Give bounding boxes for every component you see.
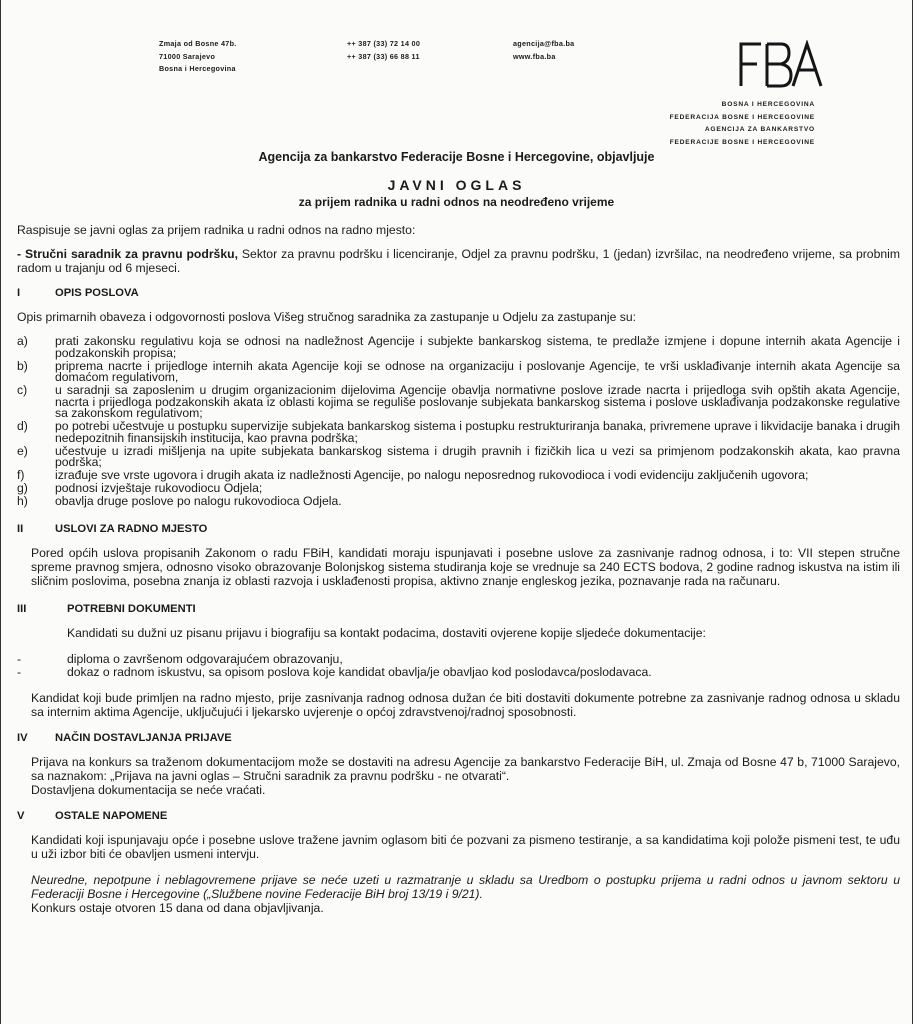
page-subtitle: za prijem radnika u radni odnos na neodređeno vrijeme [298, 195, 615, 209]
item-letter: e) [17, 443, 28, 458]
section-title: OSTALE NAPOMENE [55, 809, 168, 822]
list-item [17, 336, 900, 359]
item-letter: b) [17, 358, 28, 373]
section-lead: Opis primarnih obaveza i odgovornosti poslova Višeg stručnog saradnika za zastupanje u Odjelu za zastupanje su: [17, 310, 636, 324]
section-lead: Kandidati su dužni uz pisanu prijavu i biografiju sa kontakt podacima, dostaviti ovjerene kopije sljedeće dokumentacije: [67, 625, 706, 640]
section-heading-opis [17, 286, 900, 300]
position-paragraph [17, 247, 900, 275]
header-organizations [670, 99, 815, 149]
section-heading-dostava [17, 731, 900, 745]
list-item [17, 653, 900, 666]
list-item [17, 443, 900, 469]
section-note: Kandidat koji bude primljen na radno mjesto, prije zasnivanja radnog odnosa dužan će biti dostaviti dokumente potrebne za zasnivanje radnog odnosa u skladu sa internim aktima Agencije, uključujući i ljekarsko uvjerenje o općoj zdravstvenoj/radnoj sposobnosti. [31, 690, 900, 719]
section-text: Konkurs ostaje otvoren 15 dana od dana objavljivanja. [31, 900, 324, 915]
section-title: POTREBNI DOKUMENTI [67, 602, 196, 615]
list-item [17, 666, 900, 679]
section-title: OPIS POSLOVA [55, 287, 139, 299]
duties-list [17, 336, 900, 508]
section-number: II [17, 522, 24, 535]
list-item [17, 385, 900, 420]
phone-line: ++ 387 (33) 72 14 00 [347, 39, 421, 48]
section-text: Prijava na konkurs sa traženom dokumentacijom može se dostaviti na adresu Agencije za bankarstvo Federacije BiH, ul. Zmaja od Bosne 47 b, 71000 Sarajevo, sa naznakom: „Prijava na javni oglas – Stručni saradnik za pravnu podršku - ne otvarati“. [31, 754, 900, 783]
list-item [17, 421, 900, 444]
section-number: V [17, 809, 25, 822]
section-heading-napomene [17, 809, 900, 823]
section-heading-dokumenti [17, 602, 900, 616]
section-text: Kandidati koji ispunjavaju opće i posebne uslove tražene javnim oglasom biti će pozvani za pismeno testiranje, a sa kandidatima koji polože pismeni test, te uđu u uži izbor biti će obavljen usmeni intervju. [31, 832, 900, 861]
item-text: priprema nacrte i prijedloge internih akata Agencije koji se odnose na organizaciju i poslovanje Agencije, te vrši usklađivanje internih akata Agencije sa domaćom regulativom, [55, 358, 900, 384]
org-line: FEDERACIJE BOSNE I HERCEGOVINE [669, 138, 815, 146]
item-letter: d) [17, 419, 28, 433]
section-text: Dostavljena dokumentacija se neće vraćati. [31, 782, 266, 797]
phone-line: ++ 387 (33) 66 88 11 [347, 51, 420, 61]
item-text: dokaz o radnom iskustvu, sa opisom poslova koje kandidat obavlja/je obavljao kod poslodavca/poslodavaca. [67, 664, 652, 679]
document-body [17, 223, 900, 915]
fba-logo-icon [737, 40, 823, 88]
list-item [17, 496, 900, 508]
position-title: - Stručni saradnik za pravnu podršku, [17, 247, 238, 261]
header-address [159, 38, 237, 76]
list-item [17, 483, 900, 495]
item-text: diploma o završenom odgovarajućem obrazovanju, [67, 651, 343, 666]
item-mark: - [17, 651, 22, 666]
intro-text: Raspisuje se javni oglas za prijem radnika u radni odnos na radno mjesto: [17, 223, 416, 237]
org-line: BOSNA I HERCEGOVINA [721, 101, 815, 108]
address-line: Zmaja od Bosne 47b. [159, 39, 237, 48]
item-letter: g) [17, 481, 28, 495]
section-number: I [17, 287, 21, 299]
item-text: učestvuje u izradi mišljenja na upite subjekata bankarskog sistema i drugih pravnih i fizičkih lica u vezi sa primjenom podzakonskih akata, kao pravna podrška; [55, 443, 900, 469]
header-web [513, 38, 574, 63]
item-text: izrađuje sve vrste ugovora i drugih akata iz nadležnosti Agencije, po nalogu neposrednog rukovodioca i vodi evidenciju zaključenih ugovora; [55, 468, 809, 482]
publisher-line: Agencija za bankarstvo Federacije Bosne i Hercegovine, objavljuje [258, 150, 655, 164]
item-letter: f) [17, 468, 25, 482]
section-number: IV [17, 731, 28, 744]
section-title: USLOVI ZA RADNO MJESTO [55, 522, 208, 535]
item-text: prati zakonsku regulativu koja se odnosi na nadležnost Agencije i subjekte bankarskog sistema, te predlaže izmjene i dopune internih akata Agencije i podzakonskih propisa; [55, 334, 900, 360]
list-item [17, 470, 900, 482]
list-item [17, 358, 900, 384]
email-text: agencija@fba.ba [513, 39, 575, 48]
item-mark: - [17, 664, 22, 679]
org-line: AGENCIJA ZA BANKARSTVO [704, 126, 815, 133]
address-line: 71000 Sarajevo [159, 51, 216, 61]
section-heading-uslovi [17, 522, 900, 536]
position-details: Sektor za pravnu podršku i licenciranje, Odjel za pravnu podršku, 1 (jedan) izvršilac, na neodređeno vrijeme, sa probnim radom u trajanju od 6 mjeseci. [17, 247, 900, 275]
item-letter: c) [17, 383, 28, 397]
item-letter: a) [17, 334, 28, 348]
header-phones [347, 38, 420, 63]
section-text: Pored općih uslova propisanih Zakonom o radu FBiH, kandidati moraju ispunjavati i posebne uslove za zasnivanje radnog odnosa, i to: VII stepen stručne spreme pravnog smjera, odnosno visoko obrazovanje Bolonjskog sistema studiranja koje se vrednuje sa 240 ECTS bodova, 2 godine radnog iskustva na istim ili sličnim poslovima, posebna znanja iz oblasti razvoja i usklađenosti propisa, aktivno znanje engleskog jezika, poznavanje rada na računaru. [31, 545, 900, 588]
page-title: JAVNI OGLAS [387, 177, 526, 193]
item-text: podnosi izvještaje rukovodiocu Odjela; [55, 481, 263, 495]
documents-list [17, 653, 900, 679]
section-number: III [17, 602, 27, 615]
item-text: po potrebi učestvuje u postupku supervizije subjekata bankarskog sistema i postupku restrukturiranja banaka, privremene uprave i likvidacije banaka i drugih nedepozitnih finansijskih institucija, kao pravna podrška; [55, 419, 900, 445]
website-text: www.fba.ba [513, 51, 556, 61]
item-text: u saradnji sa zaposlenim u drugim organizacionim dijelovima Agencije obavlja normativne poslove izrade nacrta i prijedloga svih opštih akata Agencije, nacrta i prijedloga podzakonskih akata iz oblasti kojima se reguliše poslovanje subjekata bankarskog sistema i poslove usklađivanja podzakonske regulative sa zakonskom regulativom; [55, 383, 900, 420]
section-text: Neuredne, nepotpune i neblagovremene prijave se neće uzeti u razmatranje u skladu sa Uredbom o postupku prijema u radni odnos u javnom sektoru u Federaciji Bosne i Hercegovine („Službene novine Federacije BiH broj 13/19 i 9/21). [31, 872, 900, 901]
section-title: NAČIN DOSTAVLJANJA PRIJAVE [55, 731, 232, 744]
address-line: Bosna i Hercegovina [159, 64, 236, 73]
org-line: FEDERACIJA BOSNE I HERCEGOVINE [669, 113, 815, 121]
item-text: obavlja druge poslove po nalogu rukovodioca Odjela. [55, 494, 342, 508]
item-letter: h) [17, 494, 28, 508]
